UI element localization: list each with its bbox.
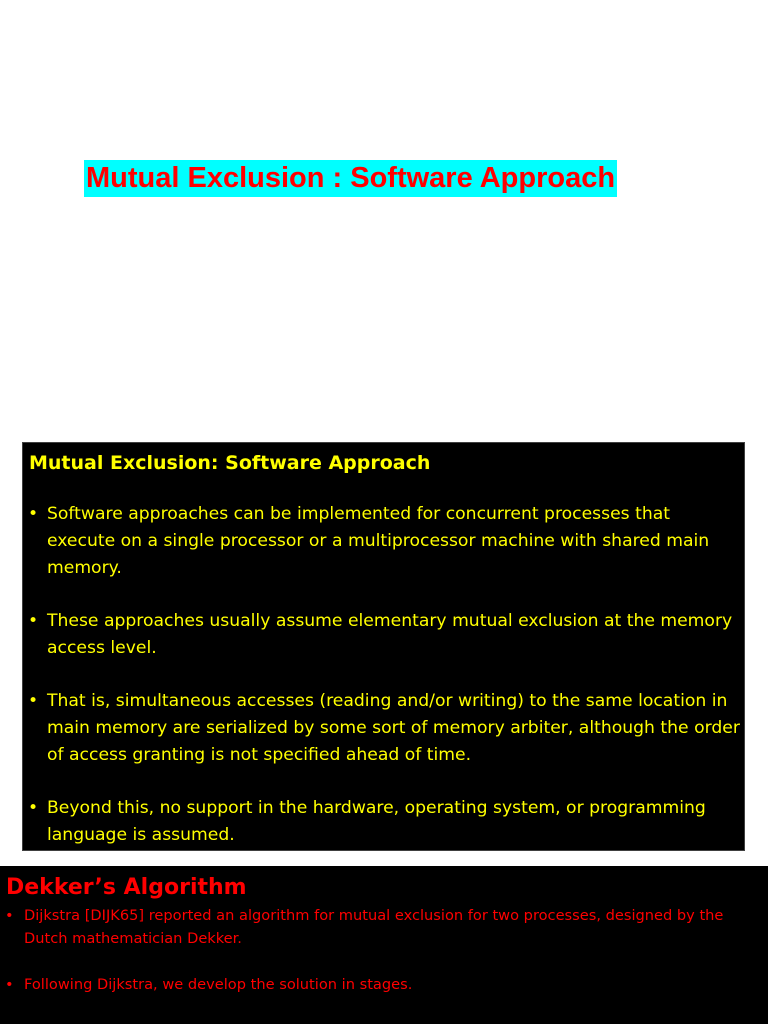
bullet-icon: • bbox=[28, 504, 39, 524]
panel-bullet-list bbox=[23, 501, 746, 875]
list-item-text: These approaches usually assume elementary mutual exclusion at the memory access level. bbox=[47, 611, 733, 658]
bullet-icon: • bbox=[5, 976, 14, 993]
dekker-panel bbox=[0, 866, 768, 1024]
list-item-text: Software approaches can be implemented for concurrent processes that execute on a single processor or a multiprocessor machine with shared main memory. bbox=[47, 504, 710, 578]
list-item bbox=[23, 688, 746, 769]
list-item bbox=[23, 795, 746, 849]
list-item-text: Beyond this, no support in the hardware, operating system, or programming language is assumed. bbox=[47, 798, 706, 845]
bullet-icon: • bbox=[5, 907, 14, 924]
list-item-text: Dijkstra [DIJK65] reported an algorithm for mutual exclusion for two processes, designed by the Dutch mathematician Dekker. bbox=[24, 907, 724, 947]
list-item-text: Following Dijkstra, we develop the solution in stages. bbox=[24, 976, 413, 993]
bullet-icon: • bbox=[28, 611, 39, 631]
bullet-icon: • bbox=[28, 691, 39, 711]
bullet-icon: • bbox=[28, 798, 39, 818]
list-item bbox=[0, 904, 768, 950]
list-item-text: That is, simultaneous accesses (reading and/or writing) to the same location in main memory are serialized by some sort of memory arbiter, although the order of access granting is not specified ahead of time. bbox=[47, 691, 740, 765]
panel-heading: Mutual Exclusion: Software Approach bbox=[29, 452, 431, 474]
list-item bbox=[23, 608, 746, 662]
dekker-bullet-list bbox=[0, 904, 768, 1019]
list-item bbox=[0, 973, 768, 996]
software-approach-panel bbox=[22, 442, 745, 851]
page-title: Mutual Exclusion : Software Approach bbox=[84, 160, 617, 197]
dekker-heading: Dekker’s Algorithm bbox=[6, 875, 247, 900]
list-item bbox=[23, 501, 746, 582]
